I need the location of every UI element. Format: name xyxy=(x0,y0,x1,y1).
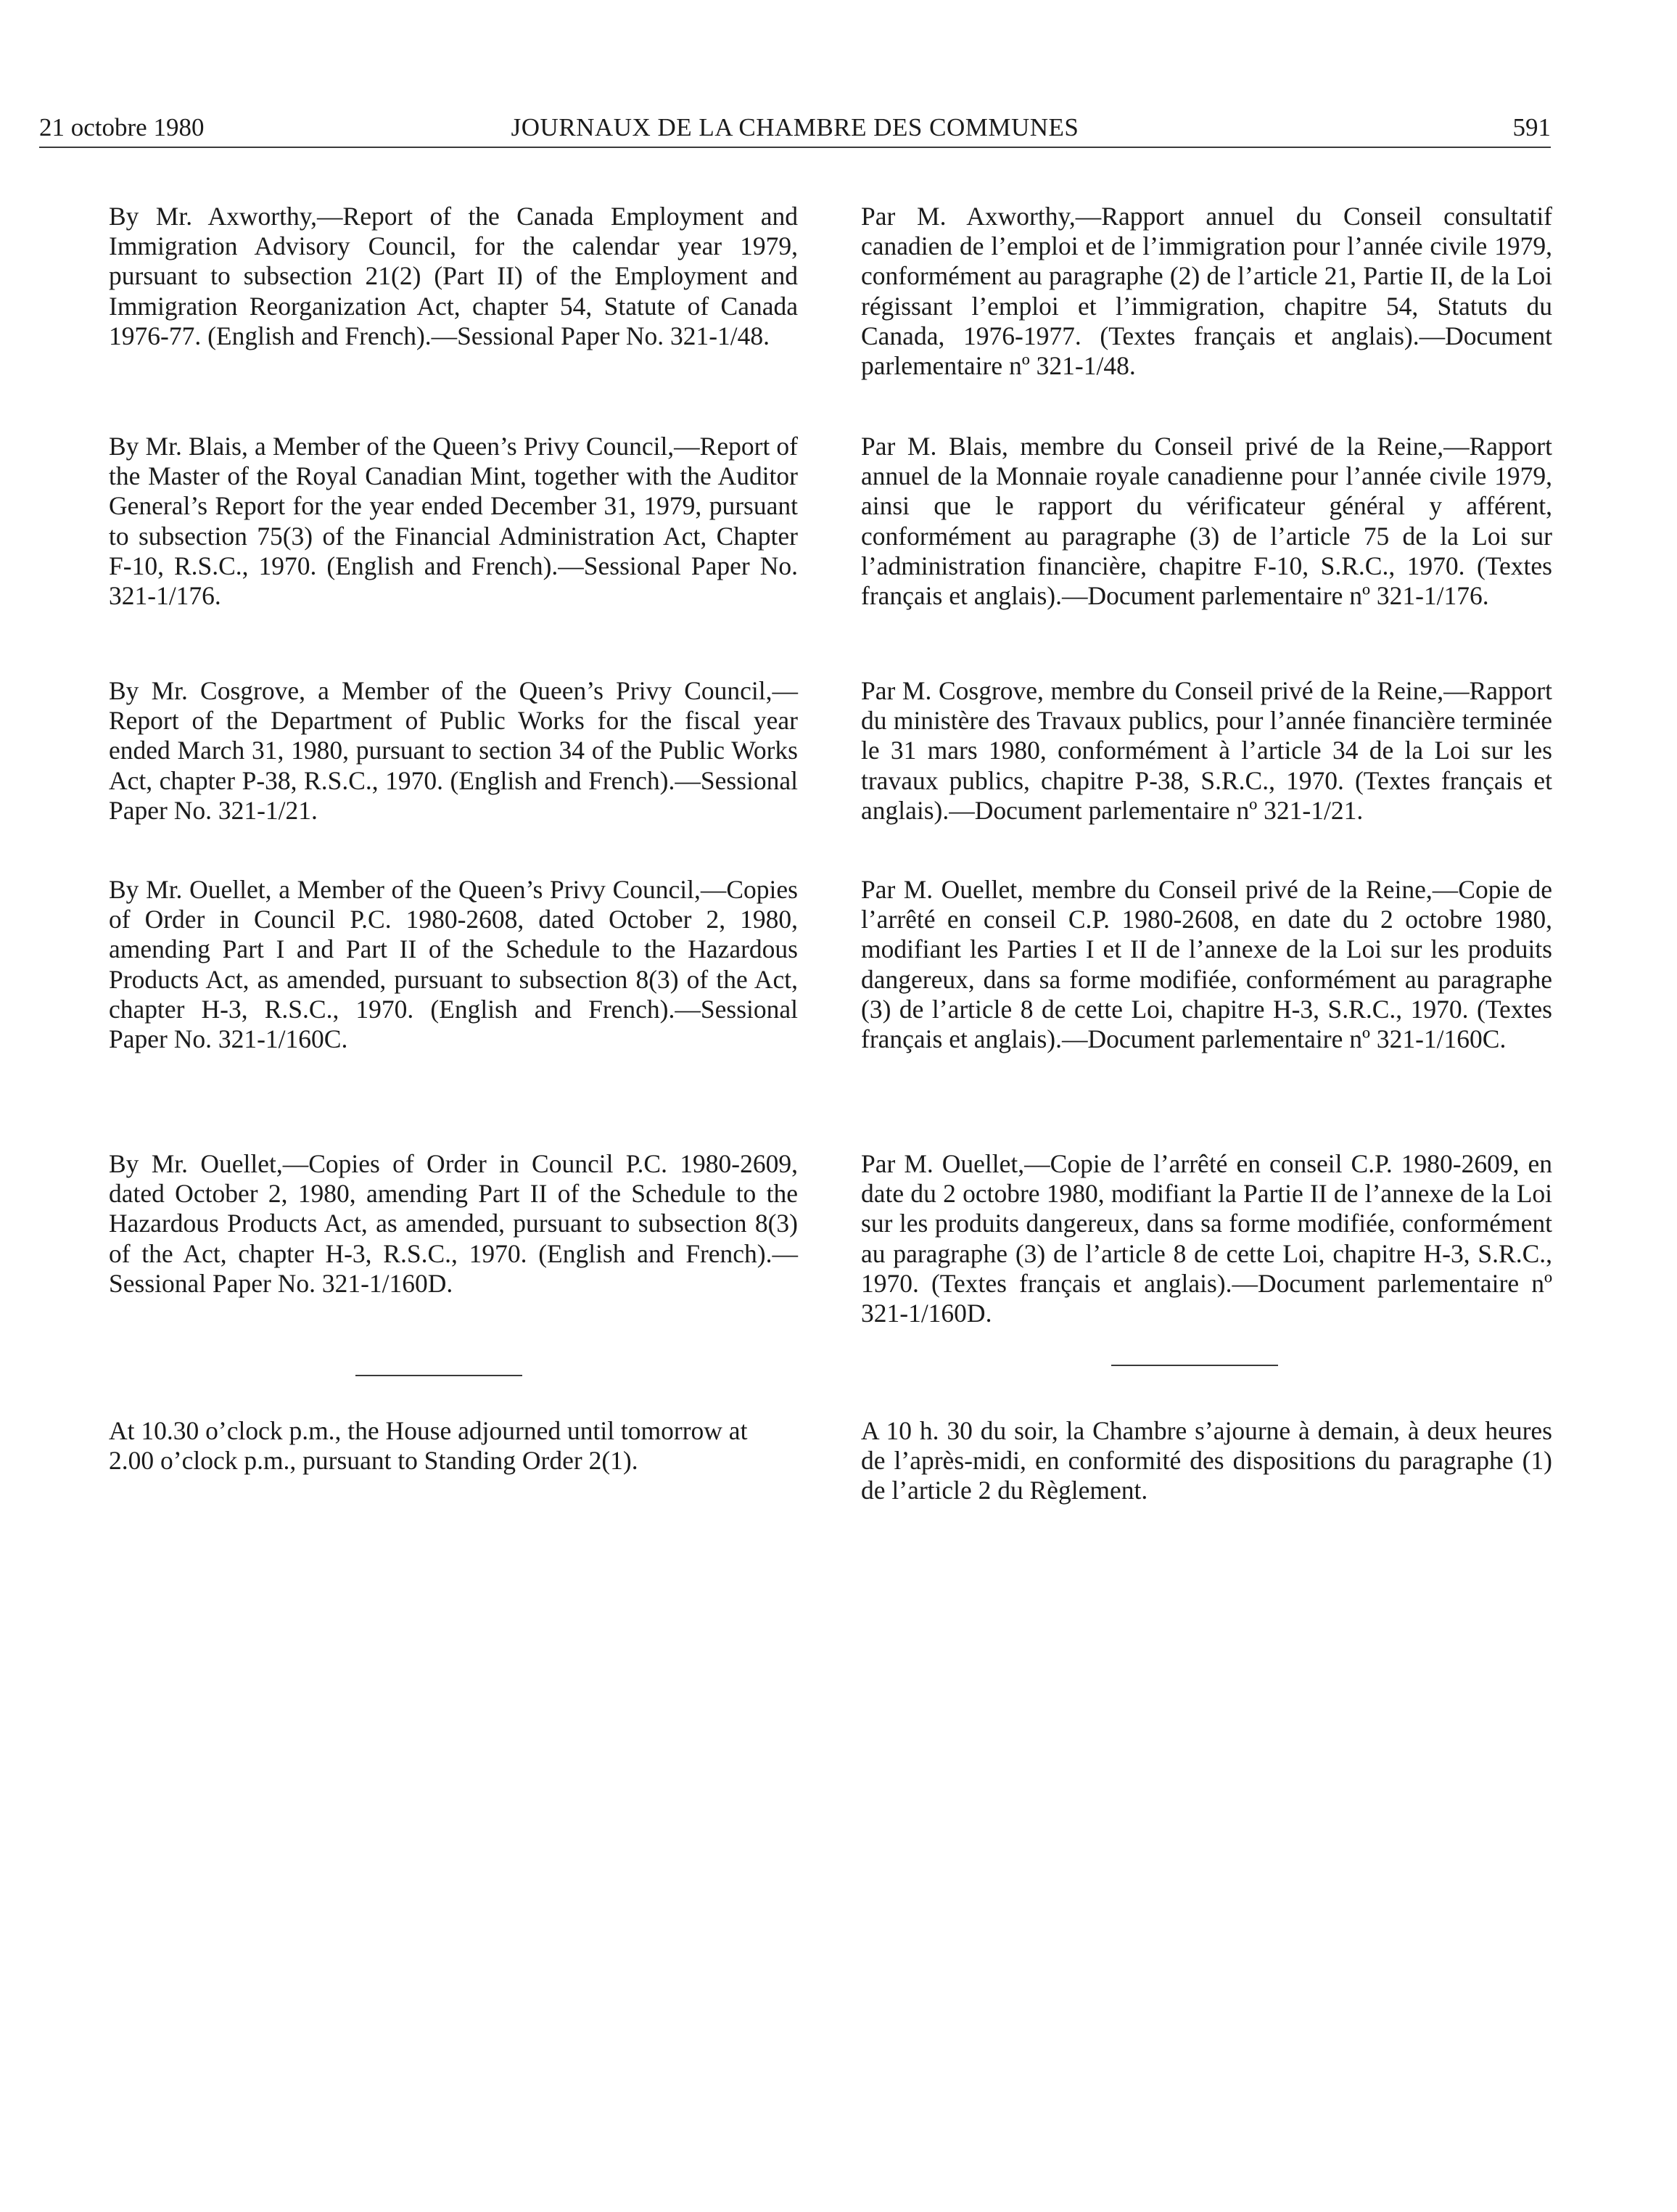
entry-ouellet-2609-en: By Mr. Ouellet,—Copies of Order in Council P.C. 1980-2609, dated October 2, 1980, amending Part II of the Schedule to the Hazardous Products Act, as amended, pursuant to subsection 8(3) of the Act, chapter H-3, R.S.C., 1970. (English and French).—Sessional Paper No. 321-1/160D. xyxy=(109,1149,798,1298)
adjournment-en: At 10.30 o’clock p.m., the House adjourned until tomorrow at 2.00 o’clock p.m., pursuant to Standing Order 2(1). xyxy=(109,1416,748,1476)
header-date: 21 octobre 1980 xyxy=(39,113,205,141)
entry-ouellet-2608-en: By Mr. Ouellet, a Member of the Queen’s Privy Council,—Copies of Order in Council P.C. 1980-2608, dated October 2, 1980, amending Part I and Part II of the Schedule to the Hazardous Products Act, as amended, pursuant to subsection 8(3) of the Act, chapter H-3, R.S.C., 1970. (English and French).—Sessional Paper No. 321-1/160C. xyxy=(109,875,798,1054)
entry-ouellet-2608-fr: Par M. Ouellet, membre du Conseil privé de la Reine,—Copie de l’arrêté en conseil C.P. 1980-2608, en date du 2 octobre 1980, modifiant les Parties I et II de l’annexe de la Loi sur les produits dangereux, dans sa forme modifiée, conformément au paragraphe (3) de l’article 8 de cette Loi, chapitre H-3, S.R.C., 1970. (Textes français et anglais).—Document parlementaire nº 321-1/160C. xyxy=(861,875,1552,1054)
entry-ouellet-2609-fr: Par M. Ouellet,—Copie de l’arrêté en conseil C.P. 1980-2609, en date du 2 octobre 1980, modifiant la Partie II de l’annexe de la Loi sur les produits dangereux, dans sa forme modifiée, conformément au paragraphe (3) de l’article 8 de cette Loi, chapitre H-3, S.R.C., 1970. (Textes français et anglais).—Document parlementaire nº 321-1/160D. xyxy=(861,1149,1552,1328)
entry-blais-fr: Par M. Blais, membre du Conseil privé de la Reine,—Rapport annuel de la Monnaie royale canadienne pour l’année civile 1979, ainsi que le rapport du vérificateur général y afférent, conformément au paragraphe (3) de l’article 75 de la Loi sur l’administration financière, chapitre F-10, S.R.C., 1970. (Textes français et anglais).—Document parlementaire nº 321-1/176. xyxy=(861,432,1552,611)
running-header xyxy=(39,109,1551,148)
entry-blais-en: By Mr. Blais, a Member of the Queen’s Privy Council,—Report of the Master of the Royal Canadian Mint, together with the Auditor General’s Report for the year ended December 31, 1979, pursuant to subsection 75(3) of the Financial Administration Act, Chapter F-10, R.S.C., 1970. (English and French).—Sessional Paper No. 321-1/176. xyxy=(109,432,798,611)
section-divider-en xyxy=(355,1375,522,1376)
entry-axworthy-fr: Par M. Axworthy,—Rapport annuel du Conseil consultatif canadien de l’emploi et de l’immigration pour l’année civile 1979, conformément au paragraphe (2) de l’article 21, Partie II, de la Loi régissant l’emploi et l’immigration, chapitre 54, Statuts du Canada, 1976-1977. (Textes français et anglais).—Document parlementaire nº 321-1/48. xyxy=(861,202,1552,381)
journal-title: JOURNAUX DE LA CHAMBRE DES COMMUNES xyxy=(511,113,1079,141)
adjournment-fr: A 10 h. 30 du soir, la Chambre s’ajourne à demain, à deux heures de l’après-midi, en conformité des dispositions du paragraphe (1) de l’article 2 du Règlement. xyxy=(861,1416,1552,1505)
entry-cosgrove-en: By Mr. Cosgrove, a Member of the Queen’s Privy Council,—Report of the Department of Public Works for the fiscal year ended March 31, 1980, pursuant to section 34 of the Public Works Act, chapter P-38, R.S.C., 1970. (English and French).—Sessional Paper No. 321-1/21. xyxy=(109,676,798,825)
entry-axworthy-en: By Mr. Axworthy,—Report of the Canada Employment and Immigration Advisory Council, for the calendar year 1979, pursuant to subsection 21(2) (Part II) of the Employment and Immigration Reorganization Act, chapter 54, Statute of Canada 1976-77. (English and French).—Sessional Paper No. 321-1/48. xyxy=(109,202,798,350)
entry-cosgrove-fr: Par M. Cosgrove, membre du Conseil privé de la Reine,—Rapport du ministère des Travaux publics, pour l’année financière terminée le 31 mars 1980, conformément à l’article 34 de la Loi sur les travaux publics, chapitre P-38, S.R.C., 1970. (Textes français et anglais).—Document parlementaire nº 321-1/21. xyxy=(861,676,1552,825)
page-number: 591 xyxy=(1512,113,1551,141)
section-divider-fr xyxy=(1111,1365,1278,1366)
